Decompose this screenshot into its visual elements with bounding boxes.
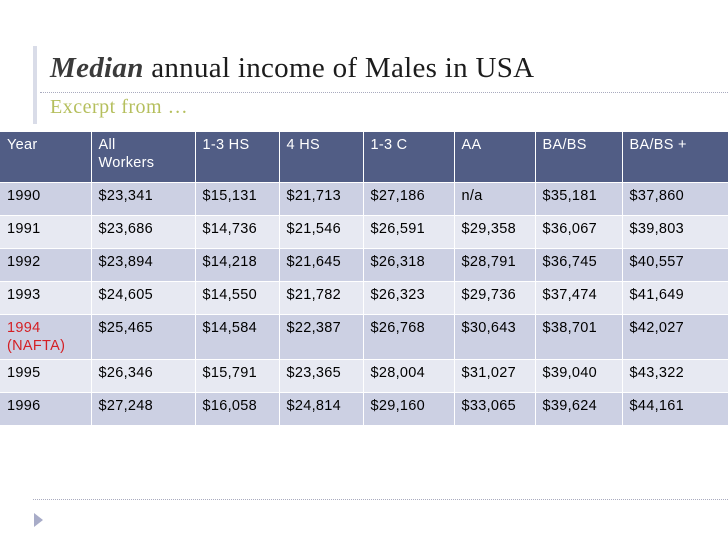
header-1-3-hs: 1-3 HS bbox=[195, 132, 279, 183]
cell: $33,065 bbox=[454, 393, 535, 426]
header-ba-bs: BA/BS bbox=[535, 132, 622, 183]
cell: $40,557 bbox=[622, 249, 728, 282]
cell: $28,004 bbox=[363, 360, 454, 393]
cell: $37,474 bbox=[535, 282, 622, 315]
cell: $14,218 bbox=[195, 249, 279, 282]
header-1-3-c: 1-3 C bbox=[363, 132, 454, 183]
cell: $28,791 bbox=[454, 249, 535, 282]
cell: $26,323 bbox=[363, 282, 454, 315]
header-aa: AA bbox=[454, 132, 535, 183]
cell: $14,550 bbox=[195, 282, 279, 315]
cell: $23,341 bbox=[91, 183, 195, 216]
table-row bbox=[0, 282, 728, 315]
header-all-workers bbox=[91, 132, 195, 183]
table-row bbox=[0, 393, 728, 426]
cell: $21,645 bbox=[279, 249, 363, 282]
cell: $27,186 bbox=[363, 183, 454, 216]
cell: $23,894 bbox=[91, 249, 195, 282]
cell: $26,318 bbox=[363, 249, 454, 282]
footer-divider bbox=[33, 499, 728, 500]
title-divider bbox=[40, 92, 728, 93]
cell: $36,745 bbox=[535, 249, 622, 282]
cell: $37,860 bbox=[622, 183, 728, 216]
title-text: annual income of Males in USA bbox=[143, 52, 535, 84]
header-all-workers-label: All Workers bbox=[98, 137, 155, 171]
cell: n/a bbox=[454, 183, 535, 216]
cell-year: 1995 bbox=[0, 360, 91, 393]
header-year: Year bbox=[0, 132, 91, 183]
cell: $31,027 bbox=[454, 360, 535, 393]
cell: $25,465 bbox=[91, 315, 195, 360]
highlight-year: 1994 bbox=[7, 320, 41, 336]
cell: $29,358 bbox=[454, 216, 535, 249]
table-row bbox=[0, 249, 728, 282]
cell: $27,248 bbox=[91, 393, 195, 426]
cell: $21,546 bbox=[279, 216, 363, 249]
title-accent-bar bbox=[33, 46, 37, 124]
cell: $39,624 bbox=[535, 393, 622, 426]
cell-year: 1990 bbox=[0, 183, 91, 216]
cell: $44,161 bbox=[622, 393, 728, 426]
slide-subtitle: Excerpt from … bbox=[50, 96, 189, 118]
cell: $30,643 bbox=[454, 315, 535, 360]
header-4-hs: 4 HS bbox=[279, 132, 363, 183]
title-emphasis: Median bbox=[50, 52, 144, 84]
cell: $15,791 bbox=[195, 360, 279, 393]
cell: $29,160 bbox=[363, 393, 454, 426]
cell: $14,736 bbox=[195, 216, 279, 249]
cell: $23,686 bbox=[91, 216, 195, 249]
cell-year: 1993 bbox=[0, 282, 91, 315]
cell: $36,067 bbox=[535, 216, 622, 249]
cell: $35,181 bbox=[535, 183, 622, 216]
cell: $24,814 bbox=[279, 393, 363, 426]
cell-year-highlighted bbox=[0, 315, 91, 360]
slide-title bbox=[50, 52, 534, 85]
cell: $39,040 bbox=[535, 360, 622, 393]
cell: $26,768 bbox=[363, 315, 454, 360]
table-header-row bbox=[0, 132, 728, 183]
table-row-highlighted bbox=[0, 315, 728, 360]
play-arrow-icon bbox=[34, 513, 43, 527]
header-ba-bs-plus: BA/BS + bbox=[622, 132, 728, 183]
cell: $21,713 bbox=[279, 183, 363, 216]
cell: $26,591 bbox=[363, 216, 454, 249]
cell: $24,605 bbox=[91, 282, 195, 315]
cell: $14,584 bbox=[195, 315, 279, 360]
table-row bbox=[0, 360, 728, 393]
cell: $15,131 bbox=[195, 183, 279, 216]
cell-year: 1991 bbox=[0, 216, 91, 249]
cell: $21,782 bbox=[279, 282, 363, 315]
cell-year: 1996 bbox=[0, 393, 91, 426]
cell: $39,803 bbox=[622, 216, 728, 249]
cell: $29,736 bbox=[454, 282, 535, 315]
cell: $43,322 bbox=[622, 360, 728, 393]
cell: $16,058 bbox=[195, 393, 279, 426]
cell: $38,701 bbox=[535, 315, 622, 360]
cell-year: 1992 bbox=[0, 249, 91, 282]
income-table bbox=[0, 132, 728, 426]
table-row bbox=[0, 183, 728, 216]
cell: $23,365 bbox=[279, 360, 363, 393]
cell: $22,387 bbox=[279, 315, 363, 360]
cell: $26,346 bbox=[91, 360, 195, 393]
highlight-note: (NAFTA) bbox=[7, 338, 66, 354]
table-row bbox=[0, 216, 728, 249]
cell: $41,649 bbox=[622, 282, 728, 315]
cell: $42,027 bbox=[622, 315, 728, 360]
